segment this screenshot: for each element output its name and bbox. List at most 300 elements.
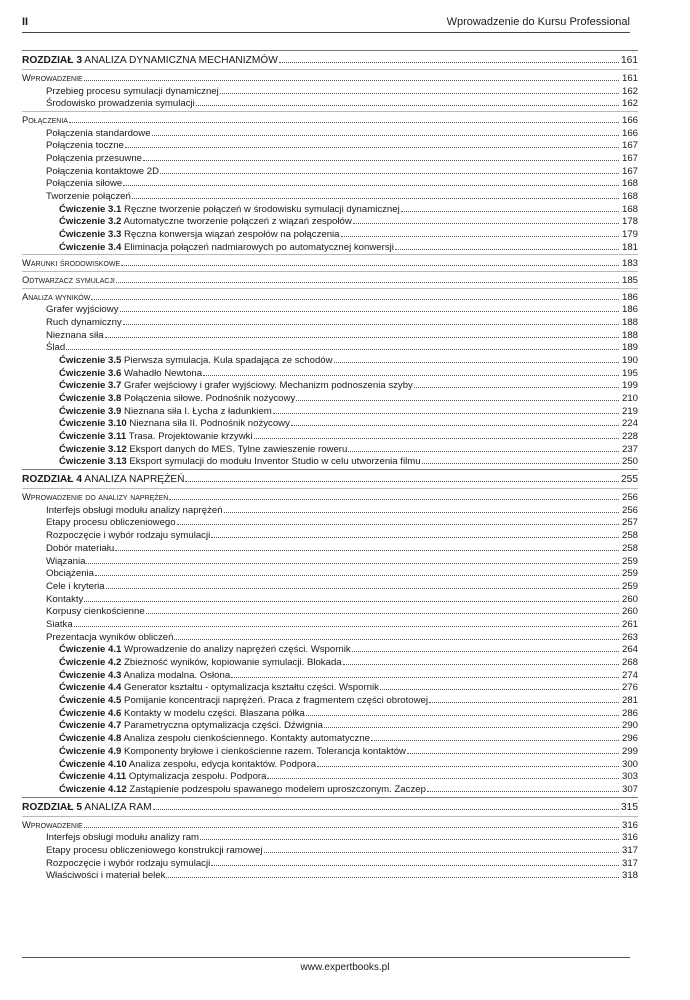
toc-entry-text: Korpusy cienkościenne (46, 606, 145, 618)
toc-entry-prefix: Ćwiczenie 3.12 (59, 443, 127, 455)
toc-page-number: 264 (621, 644, 638, 656)
dot-leader (196, 97, 619, 106)
toc-entry-section[interactable] (22, 291, 638, 304)
toc-entry-prefix: Ćwiczenie 4.9 (59, 745, 122, 757)
toc-page-number: 257 (621, 517, 638, 529)
dot-leader (143, 152, 619, 161)
toc-entry-prefix: Ćwiczenie 3.1 (59, 203, 122, 215)
dot-leader (125, 139, 619, 148)
dot-leader (169, 491, 619, 500)
toc-entry-item[interactable] (22, 504, 638, 517)
toc-page-number: 259 (621, 580, 638, 592)
toc-entry-text: Pierwsza symulacja. Kula spadająca ze schodów (121, 354, 333, 366)
toc-entry-item[interactable] (22, 139, 638, 152)
toc-entry-exercise[interactable] (22, 758, 638, 771)
dot-leader (120, 303, 620, 312)
toc-entry-text: Analiza zespołu, edycja kontaktów. Podpora (126, 758, 317, 770)
toc-entry-section[interactable] (22, 257, 638, 270)
toc-page-number: 317 (621, 844, 638, 856)
toc-entry-text: Ślad (46, 342, 66, 354)
toc-page-number: 166 (621, 127, 638, 139)
dot-leader (317, 758, 619, 767)
toc-page-number: 179 (621, 229, 638, 241)
dot-leader (123, 316, 619, 325)
toc-page-number: 167 (621, 165, 638, 177)
toc-entry-prefix: Ćwiczenie 4.3 (59, 669, 122, 681)
dot-leader (105, 329, 619, 338)
toc-separator (22, 111, 638, 112)
toc-entry-text: Warunki środowiskowe (22, 257, 121, 269)
toc-page-number: 307 (621, 783, 638, 795)
toc-page-number: 268 (621, 657, 638, 668)
dot-leader (69, 114, 619, 123)
toc-entry-exercise[interactable] (22, 732, 638, 745)
toc-entry-text: Połączenia siłowe. Podnośnik nożycowy (121, 393, 296, 405)
toc-entry-item[interactable] (22, 97, 638, 110)
toc-entry-item[interactable] (22, 152, 638, 165)
toc-entry-exercise[interactable] (22, 770, 638, 783)
toc-entry-item[interactable] (22, 190, 638, 203)
toc-page-number: 258 (621, 530, 638, 542)
toc-entry-item[interactable] (22, 177, 638, 190)
toc-entry-text: Analiza wyników (22, 290, 91, 302)
toc-page-number: 168 (621, 178, 638, 190)
toc-entry-title (22, 114, 68, 127)
toc-entry-text: Trasa. Projektowanie krzywki (126, 431, 253, 443)
toc-page-number: 260 (621, 593, 638, 605)
toc-entry-prefix: Ćwiczenie 3.13 (59, 456, 127, 468)
dot-leader (264, 844, 620, 853)
toc-page-number: 256 (621, 504, 638, 516)
toc-page-number: 162 (621, 85, 638, 97)
toc-separator (22, 50, 638, 51)
toc-page-number: 168 (621, 203, 638, 215)
toc-entry-item[interactable] (22, 303, 638, 316)
toc-entry-section[interactable] (22, 114, 638, 127)
toc-page-number: 168 (621, 191, 638, 202)
toc-page-number: 224 (621, 418, 638, 430)
toc-entry-prefix: Ćwiczenie 3.8 (59, 393, 122, 405)
toc-entry-exercise[interactable] (22, 643, 638, 656)
toc-entry-exercise[interactable] (22, 783, 638, 796)
dot-leader (146, 605, 619, 614)
dot-leader (395, 241, 619, 250)
dot-leader (91, 291, 619, 300)
toc-entry-section[interactable] (22, 819, 638, 832)
toc-entry-prefix: Ćwiczenie 4.6 (59, 707, 122, 719)
dot-leader (84, 72, 619, 81)
toc-entry-prefix: Ćwiczenie 3.6 (59, 367, 122, 379)
toc-page-number: 166 (621, 114, 638, 126)
toc-page-number: 188 (621, 316, 638, 328)
toc-entry-exercise[interactable] (22, 430, 638, 443)
footer-url: www.expertbooks.pl (300, 962, 390, 973)
toc-page-number: 162 (621, 98, 638, 110)
toc-page-number: 290 (621, 720, 638, 732)
toc-page-number: 190 (621, 354, 638, 366)
toc-separator (22, 69, 638, 70)
toc-entry-text: Eliminacja połączeń nadmiarowych po automatycznej konwersji (121, 241, 394, 253)
toc-page-number: 286 (621, 707, 638, 719)
toc-entry-text: Parametryczna optymalizacja części. Dźwignia (121, 720, 323, 732)
toc-page-number: 317 (621, 857, 638, 869)
toc-entry-text: Siatka (46, 618, 73, 630)
toc-page-number: 316 (621, 819, 638, 831)
toc-page-number: 315 (621, 801, 638, 813)
toc-entry-text: ANALIZA NAPRĘŻEŃ (82, 474, 185, 486)
toc-page-number: 276 (621, 682, 638, 694)
toc-entry-text: Interfejs obsługi modułu analizy ram (46, 832, 200, 844)
dot-leader (324, 719, 619, 728)
toc-entry-text: Połączenia siłowe (46, 178, 123, 190)
toc-page-number: 228 (621, 431, 638, 443)
toc-entry-title (22, 257, 120, 270)
toc-entry-prefix: Ćwiczenie 3.2 (59, 216, 122, 228)
toc-entry-title (22, 53, 278, 68)
dot-leader (174, 631, 619, 640)
toc-entry-title (46, 870, 165, 883)
toc-entry-item[interactable] (22, 605, 638, 618)
toc-entry-title (59, 242, 394, 255)
toc-entry-exercise[interactable] (22, 241, 638, 254)
dot-leader (427, 783, 619, 792)
toc-entry-text: Tworzenie połączeń (46, 191, 131, 202)
toc-page-number: 167 (621, 152, 638, 164)
dot-leader (166, 869, 619, 878)
toc-entry-item[interactable] (22, 831, 638, 844)
toc-entry-prefix: Ćwiczenie 4.8 (59, 733, 122, 745)
dot-leader (296, 392, 619, 401)
toc-entry-title (22, 800, 152, 815)
toc-page-number: 259 (621, 568, 638, 580)
page-number: II (22, 16, 29, 28)
toc-page-number: 210 (621, 393, 638, 405)
toc-page-number: 219 (621, 405, 638, 417)
toc-entry-item[interactable] (22, 316, 638, 329)
running-title: Wprowadzenie do Kursu Professional (446, 16, 630, 28)
toc-page-number: 259 (621, 555, 638, 567)
toc-entry-title (46, 98, 195, 111)
toc-entry-item[interactable] (22, 529, 638, 542)
toc-entry-item[interactable] (22, 542, 638, 555)
dot-leader (353, 215, 619, 224)
dot-leader (153, 801, 619, 810)
dot-leader (177, 516, 619, 525)
dot-leader (254, 430, 619, 439)
dot-leader (200, 831, 619, 840)
toc-page-number: 261 (621, 618, 638, 630)
toc-entry-exercise[interactable] (22, 392, 638, 405)
toc-entry-prefix: Ćwiczenie 4.4 (59, 682, 122, 694)
toc-entry-text: Ruch dynamiczny (46, 316, 122, 328)
dot-leader (121, 257, 619, 266)
dot-leader (306, 707, 619, 716)
dot-leader (291, 417, 619, 426)
toc-entry-item[interactable] (22, 329, 638, 342)
dot-leader (341, 228, 619, 237)
toc-entry-exercise[interactable] (22, 405, 638, 418)
toc-entry-text: Wprowadzenie do analizy naprężeń (22, 491, 169, 503)
toc-entry-prefix: ROZDZIAŁ 4 (22, 474, 82, 486)
dot-leader (380, 681, 619, 690)
toc-page-number: 167 (621, 140, 638, 152)
toc-page-number: 188 (621, 329, 638, 341)
toc-entry-prefix: Ćwiczenie 3.10 (59, 418, 127, 430)
toc-entry-text: Połączenia (22, 113, 68, 125)
toc-page-number: 260 (621, 606, 638, 618)
toc-entry-text: Pomijanie koncentracji naprężeń. Praca z fragmentem części obrotowej (121, 695, 429, 707)
toc-entry-item[interactable] (22, 857, 638, 870)
toc-entry-item[interactable] (22, 567, 638, 580)
toc-entry-text: Optymalizacja zespołu. Podpora (126, 771, 267, 783)
toc-entry-exercise[interactable] (22, 443, 638, 456)
toc-entry-text: Połączenia standardowe (46, 127, 151, 139)
toc-entry-item[interactable] (22, 593, 638, 606)
toc-entry-exercise[interactable] (22, 719, 638, 732)
toc-entry-item[interactable] (22, 516, 638, 529)
toc-page-number: 185 (621, 275, 638, 287)
toc-entry-item[interactable] (22, 844, 638, 857)
toc-entry-text: Zastąpienie podzespołu spawanego modelem uproszczonym. Zaczep (126, 783, 426, 795)
dot-leader (429, 694, 619, 703)
dot-leader (267, 770, 619, 779)
toc-entry-text: Kontakty w modelu części. Blaszana półka (121, 707, 305, 719)
toc-entry-text: Rozpoczęcie i wybór rodzaju symulacji (46, 857, 211, 869)
toc-entry-title (59, 784, 426, 797)
dot-leader (123, 177, 619, 186)
toc-entry-text: Wiązania (46, 555, 86, 567)
dot-leader (231, 669, 619, 678)
footer-rule (22, 957, 630, 958)
dot-leader (401, 203, 619, 212)
dot-leader (414, 379, 619, 388)
toc-entry-text: Analiza zespołu cienkościennego. Kontakty automatyczne (121, 733, 370, 745)
toc-entry-text: Nieznana siła (46, 329, 104, 341)
toc-entry-title (22, 819, 83, 832)
toc-entry-text: Odtwarzacz symulacji (22, 274, 115, 286)
toc-entry-text: Analiza modalna. Osłona (121, 669, 231, 681)
dot-leader (371, 732, 619, 741)
toc-entry-exercise[interactable] (22, 228, 638, 241)
toc-separator (22, 288, 638, 289)
toc-entry-text: Wprowadzenie (22, 818, 83, 830)
toc-entry-text: Przebieg procesu symulacji dynamicznej (46, 85, 219, 97)
toc-entry-item[interactable] (22, 618, 638, 631)
toc-page-number: 299 (621, 745, 638, 757)
toc-entry-item[interactable] (22, 127, 638, 140)
toc-page-number: 181 (621, 241, 638, 253)
toc-entry-text: Połączenia przesuwne (46, 152, 142, 164)
toc-separator (22, 816, 638, 817)
dot-leader (211, 529, 619, 538)
toc-entry-text: Środowisko prowadzenia symulacji (46, 98, 195, 110)
toc-entry-text: Połączenia toczne (46, 140, 124, 152)
toc-page-number: 316 (621, 832, 638, 844)
toc-separator (22, 797, 638, 798)
dot-leader (211, 857, 619, 866)
toc-entry-prefix: Ćwiczenie 3.4 (59, 241, 122, 253)
toc-entry-text: Kontakty (46, 593, 84, 605)
dot-leader (106, 580, 619, 589)
toc-entry-item[interactable] (22, 555, 638, 568)
toc-separator (22, 469, 638, 470)
toc-entry-text: Ręczne tworzenie połączeń w środowisku symulacji dynamicznej (121, 203, 400, 215)
dot-leader (273, 405, 619, 414)
toc-entry-text: Generator kształtu - optymalizacja kształtu części. Wspornik (121, 682, 379, 694)
table-of-contents (22, 49, 638, 882)
toc-entry-text: Etapy procesu obliczeniowego konstrukcji ramowej (46, 844, 263, 856)
toc-entry-item[interactable] (22, 580, 638, 593)
toc-entry-title (22, 72, 83, 85)
toc-entry-text: Rozpoczęcie i wybór rodzaju symulacji (46, 530, 211, 542)
toc-entry-prefix: ROZDZIAŁ 5 (22, 801, 82, 813)
toc-separator (22, 271, 638, 272)
toc-entry-exercise[interactable] (22, 215, 638, 228)
toc-entry-exercise[interactable] (22, 681, 638, 694)
toc-entry-text: Nieznana siła I. Łycha z ładunkiem (121, 405, 272, 417)
toc-page-number: 318 (621, 870, 638, 882)
toc-page-number: 281 (621, 695, 638, 707)
toc-entry-prefix: Ćwiczenie 3.9 (59, 405, 122, 417)
toc-entry-item[interactable] (22, 341, 638, 354)
toc-entry-exercise[interactable] (22, 354, 638, 367)
toc-entry-text: Prezentacja wyników obliczeń (46, 631, 174, 643)
toc-entry-text: ANALIZA DYNAMICZNA MECHANIZMÓW (82, 55, 278, 66)
toc-page-number: 199 (621, 380, 638, 392)
toc-page-number: 296 (621, 733, 638, 745)
toc-entry-prefix: Ćwiczenie 3.7 (59, 380, 122, 392)
toc-entry-text: Automatyczne tworzenie połączeń z wiązań zespołów (121, 216, 352, 228)
toc-entry-prefix: Ćwiczenie 4.5 (59, 695, 122, 707)
toc-entry-section[interactable] (22, 274, 638, 287)
toc-entry-exercise[interactable] (22, 379, 638, 392)
toc-separator (22, 254, 638, 255)
toc-entry-title (22, 491, 168, 504)
dot-leader (203, 367, 619, 376)
toc-page-number: 186 (621, 304, 638, 316)
toc-entry-title (22, 274, 115, 287)
toc-entry-text: Połączenia kontaktowe 2D (46, 165, 160, 177)
toc-page-number: 195 (621, 367, 638, 379)
toc-page-number: 256 (621, 492, 638, 504)
toc-entry-prefix: Ćwiczenie 4.12 (59, 783, 127, 795)
toc-entry-text: Interfejs obsługi modułu analizy naprężeń (46, 504, 223, 516)
toc-entry-title (22, 291, 90, 304)
dot-leader (343, 656, 619, 665)
dot-leader (279, 54, 619, 63)
toc-entry-section[interactable] (22, 491, 638, 504)
toc-entry-text: Zbieżność wyników, kopiowanie symulacji. Blokada (121, 657, 342, 668)
toc-entry-text: Wprowadzenie do analizy naprężeń części. Wspornik (121, 644, 351, 656)
toc-entry-title (59, 456, 421, 469)
toc-entry-exercise[interactable] (22, 203, 638, 216)
toc-entry-chapter[interactable] (22, 472, 638, 487)
toc-entry-item[interactable] (22, 85, 638, 98)
dot-leader (84, 819, 619, 828)
toc-page-number: 303 (621, 771, 638, 783)
toc-entry-prefix: Ćwiczenie 4.1 (59, 644, 122, 656)
toc-entry-prefix: Ćwiczenie 4.2 (59, 657, 122, 668)
toc-entry-exercise[interactable] (22, 745, 638, 758)
toc-page-number: 250 (621, 456, 638, 468)
toc-entry-exercise[interactable] (22, 656, 638, 669)
toc-entry-prefix: Ćwiczenie 3.3 (59, 229, 122, 241)
toc-entry-text: Obciążenia (46, 568, 94, 580)
dot-leader (160, 165, 619, 174)
toc-entry-text: Etapy procesu obliczeniowego (46, 517, 176, 529)
toc-page-number: 300 (621, 758, 638, 770)
toc-entry-prefix: Ćwiczenie 4.11 (59, 771, 127, 783)
toc-entry-exercise[interactable] (22, 707, 638, 720)
toc-entry-text: Ręczna konwersja wiązań zespołów na połączenia (121, 229, 340, 241)
toc-entry-exercise[interactable] (22, 694, 638, 707)
toc-entry-item[interactable] (22, 165, 638, 178)
dot-leader (352, 643, 619, 652)
toc-entry-chapter[interactable] (22, 800, 638, 815)
toc-entry-text: Nieznana siła II. Podnośnik nożycowy (126, 418, 290, 430)
dot-leader (185, 473, 619, 482)
dot-leader (334, 354, 619, 363)
running-header (22, 14, 630, 33)
toc-entry-prefix: ROZDZIAŁ 3 (22, 55, 82, 66)
toc-entry-exercise[interactable] (22, 669, 638, 682)
toc-entry-exercise[interactable] (22, 455, 638, 468)
dot-leader (95, 567, 619, 576)
toc-page-number: 161 (621, 73, 638, 84)
toc-page-number: 178 (621, 216, 638, 228)
toc-page-number: 161 (621, 55, 638, 66)
toc-entry-prefix: Ćwiczenie 3.11 (59, 431, 127, 443)
dot-leader (132, 190, 619, 199)
toc-page-number: 274 (621, 669, 638, 681)
dot-leader (84, 593, 619, 602)
dot-leader (116, 274, 619, 283)
toc-page-number: 255 (621, 474, 638, 486)
toc-entry-item[interactable] (22, 631, 638, 644)
dot-leader (224, 504, 619, 513)
toc-separator (22, 488, 638, 489)
toc-page-number: 183 (621, 258, 638, 270)
toc-page-number: 263 (621, 631, 638, 643)
toc-entry-text: Wahadło Newtona (121, 367, 203, 379)
toc-entry-prefix: Ćwiczenie 4.7 (59, 720, 122, 732)
toc-page-number: 189 (621, 342, 638, 354)
toc-entry-item[interactable] (22, 869, 638, 882)
toc-page-number: 186 (621, 291, 638, 303)
dot-leader (220, 85, 619, 94)
dot-leader (66, 341, 619, 350)
toc-entry-text: Eksport symulacji do modułu Inventor Studio w celu utworzenia filmu (126, 456, 421, 468)
dot-leader (422, 455, 619, 464)
toc-entry-text: ANALIZA RAM (82, 801, 152, 813)
dot-leader (74, 618, 619, 627)
dot-leader (348, 443, 619, 452)
toc-entry-prefix: Ćwiczenie 3.5 (59, 354, 122, 366)
toc-entry-text: Wprowadzenie (22, 72, 83, 83)
toc-entry-exercise[interactable] (22, 367, 638, 380)
toc-entry-text: Cele i kryteria (46, 580, 105, 592)
toc-entry-text: Dobór materiału (46, 542, 115, 554)
dot-leader (86, 555, 619, 564)
toc-entry-text: Grafer wejściowy i grafer wyjściowy. Mechanizm podnoszenia szyby (121, 380, 413, 392)
toc-entry-exercise[interactable] (22, 417, 638, 430)
toc-entry-title (22, 472, 184, 487)
toc-page-number: 258 (621, 542, 638, 554)
toc-entry-chapter[interactable] (22, 53, 638, 68)
toc-entry-text: Eksport danych do MES. Tylne zawieszenie roweru (126, 443, 348, 455)
toc-entry-text: Właściwości i materiał belek (46, 870, 166, 882)
toc-entry-section[interactable] (22, 72, 638, 85)
